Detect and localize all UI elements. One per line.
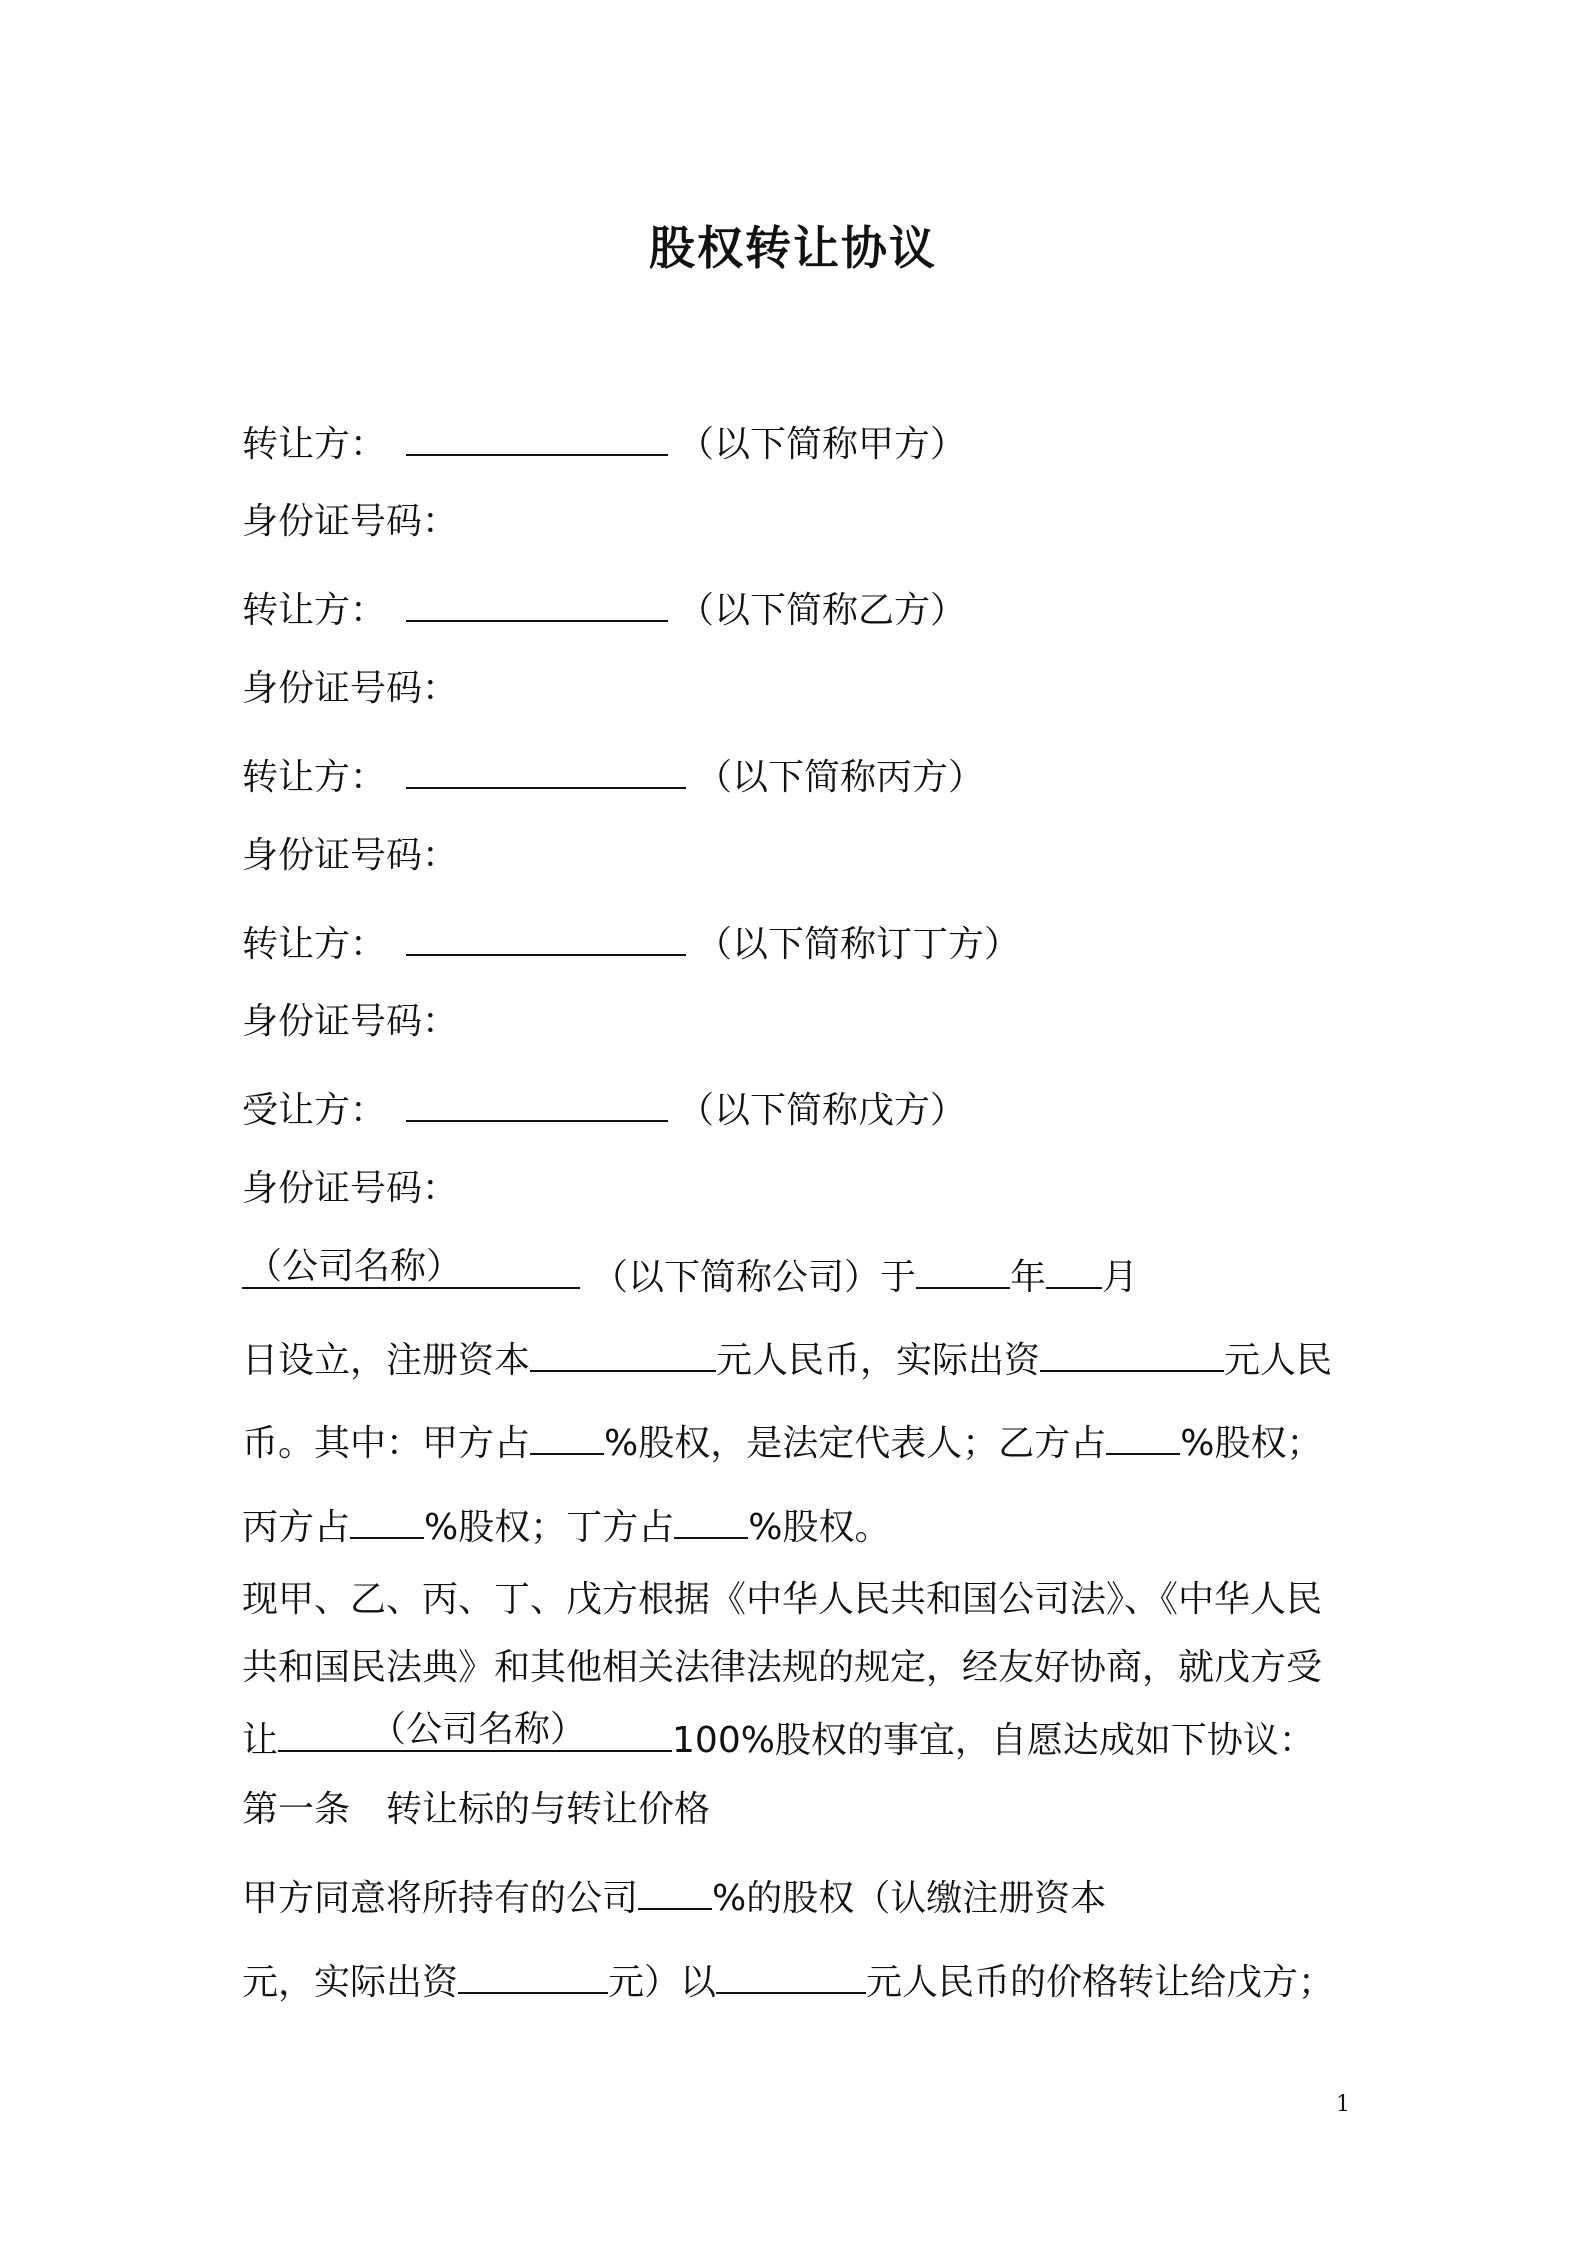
text-segment: 元人民币的价格转让给戊方； [866,1962,1335,2003]
party-role: 转让方： [242,924,387,965]
share-percent-blank-jia[interactable] [530,1413,604,1455]
share-percent-blank-bing[interactable] [350,1497,424,1539]
text-segment: %股权。 [748,1507,891,1548]
id-number-label: 身份证号码： [242,835,459,876]
party-alias: （以下简称订丁方） [696,924,1021,965]
id-number-line [242,830,1362,882]
preamble-line-1: 现甲、乙、丙、丁、戊方根据《中华人民共和国公司法》、《中华人民 [242,1579,1323,1620]
party-alias: （以下简称乙方） [678,590,967,631]
party-line-bing [242,747,1362,804]
company-name-blank[interactable] [278,1710,672,1752]
text-segment: 100%股权的事宜，自愿达成如下协议： [672,1720,1315,1761]
party-name-blank[interactable] [406,414,668,456]
price-blank[interactable] [716,1952,866,1994]
text-segment: 币。其中：甲方占 [242,1423,531,1464]
share-percent-blank-yi[interactable] [1106,1413,1180,1455]
id-number-label: 身份证号码： [242,1168,459,1209]
party-line-ding [242,914,1362,971]
party-alias: （以下简称甲方） [678,424,967,465]
year-label: 年 [1010,1257,1047,1298]
party-role: 转让方： [242,424,387,465]
page-number: 1 [1336,2092,1350,2117]
company-name-placeholder: （公司名称） [370,1709,587,1750]
party-role: 转让方： [242,757,387,798]
party-alias: （以下简称丙方） [696,757,985,798]
party-role: 受让方： [242,1090,387,1131]
company-line-2 [242,1330,1362,1387]
company-name-blank[interactable] [242,1247,580,1289]
company-intro-text: （以下简称公司）于 [592,1257,917,1298]
month-blank[interactable] [1046,1247,1102,1289]
year-blank[interactable] [916,1247,1010,1289]
party-line-jia [242,414,1362,471]
company-line-4 [242,1497,1362,1554]
text-segment: 日设立，注册资本 [242,1340,531,1381]
id-number-label: 身份证号码： [242,501,459,542]
preamble-line-2: 共和国民法典》和其他相关法律法规的规定，经友好协商，就戊方受 [242,1647,1323,1688]
id-number-line [242,996,1362,1048]
text-segment: 元，实际出资 [242,1962,459,2003]
id-number-line [242,496,1362,548]
preamble-line-3 [242,1710,1362,1767]
registered-capital-blank[interactable] [530,1330,716,1372]
article-1-heading: 第一条 转让标的与转让价格 [242,1789,711,1830]
text-segment: %的股权（认缴注册资本 [712,1878,1107,1919]
company-line-1 [242,1247,1362,1304]
party-role: 转让方： [242,590,387,631]
text-segment: %股权，是法定代表人；乙方占 [604,1423,1107,1464]
id-number-label: 身份证号码： [242,668,459,709]
text-segment: %股权；丁方占 [424,1507,675,1548]
share-percent-blank-ding[interactable] [674,1497,748,1539]
text-segment: 元人民 [1224,1340,1333,1381]
text-segment: 丙方占 [242,1507,351,1548]
party-name-blank[interactable] [406,747,686,789]
id-number-line [242,663,1362,715]
transfer-percent-blank[interactable] [638,1868,712,1910]
text-segment: 让 [242,1720,279,1761]
paid-capital-blank[interactable] [1040,1330,1224,1372]
text-segment: 元人民币，实际出资 [716,1340,1041,1381]
company-name-placeholder: （公司名称） [246,1246,463,1287]
id-number-label: 身份证号码： [242,1001,459,1042]
party-alias: （以下简称戊方） [678,1090,967,1131]
party-name-blank[interactable] [406,580,668,622]
party-name-blank[interactable] [406,914,686,956]
document-title: 股权转让协议 [649,221,937,275]
company-line-3 [242,1413,1362,1470]
text-segment: 甲方同意将所持有的公司 [242,1878,639,1919]
paid-amount-blank[interactable] [458,1952,608,1994]
text-segment: %股权； [1180,1423,1323,1464]
party-line-yi [242,580,1362,637]
text-segment: 元）以 [608,1962,717,2003]
party-line-wu [242,1080,1362,1137]
party-name-blank[interactable] [406,1080,668,1122]
id-number-line [242,1163,1362,1215]
article-1-line-1 [242,1868,1362,1925]
month-label: 月 [1102,1257,1139,1298]
article-1-line-2 [242,1952,1362,2009]
